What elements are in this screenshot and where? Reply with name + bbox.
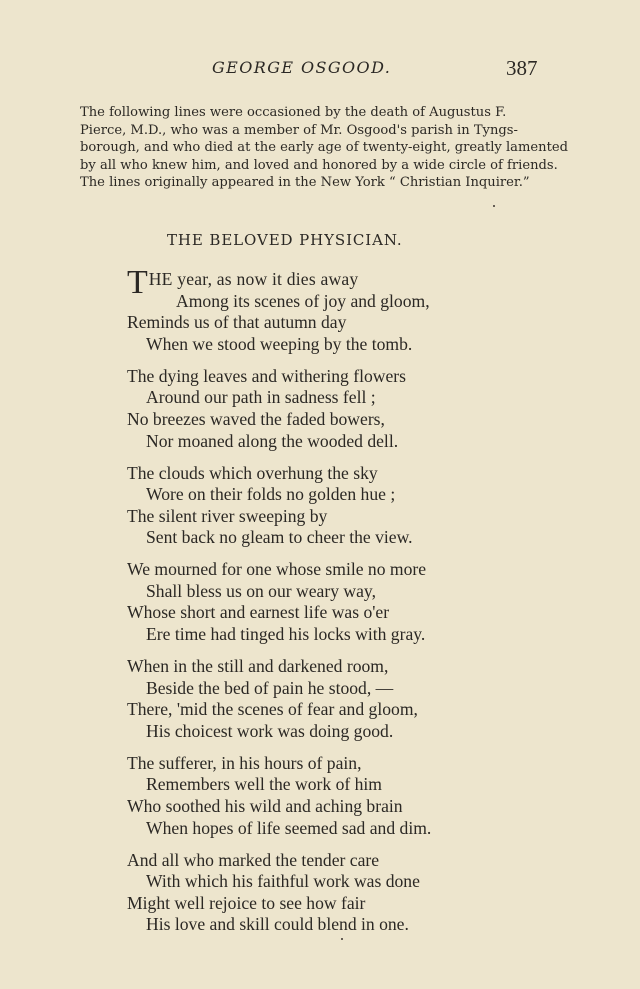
poem-line: Might well rejoice to see how fair <box>127 892 366 913</box>
poem-line: The dying leaves and withering flowers <box>127 365 406 386</box>
stanza <box>127 463 527 549</box>
intro-line: Pierce, M.D., who was a member of Mr. Osgood's parish in Tyngs- <box>80 122 518 138</box>
stanza <box>127 753 527 839</box>
poem-line: Beside the bed of pain he stood, — <box>146 677 394 698</box>
poem-title: THE BELOVED PHYSICIAN. <box>167 231 403 249</box>
poem-line: Ere time had tinged his locks with gray. <box>146 624 426 645</box>
poem <box>127 264 527 946</box>
print-speck <box>493 205 495 207</box>
running-title: GEORGE OSGOOD. <box>212 58 392 77</box>
stanza <box>127 850 527 936</box>
poem-line: There, 'mid the scenes of fear and gloom, <box>127 699 418 720</box>
poem-line: Wore on their folds no golden hue ; <box>146 484 396 505</box>
poem-line: Remembers well the work of him <box>146 774 382 795</box>
intro-line: The following lines were occasioned by the death of Augustus F. <box>80 105 507 120</box>
poem-line: Whose short and earnest life was o'er <box>127 602 390 623</box>
poem-line: Among its scenes of joy and gloom, <box>176 290 430 311</box>
poem-line: And all who marked the tender care <box>127 849 380 870</box>
intro-paragraph <box>80 104 568 192</box>
stanza <box>127 264 527 355</box>
poem-line: Around our path in sadness fell ; <box>146 387 376 408</box>
stanza <box>127 366 527 452</box>
first-line-text: HE year, as now it dies away <box>148 269 359 289</box>
poem-line: No breezes waved the faded bowers, <box>127 408 385 429</box>
poem-line: The sufferer, in his hours of pain, <box>127 752 362 773</box>
poem-line: When in the still and darkened room, <box>127 656 389 677</box>
intro-line: The lines originally appeared in the New York “ Christian Inquirer.” <box>80 175 530 191</box>
poem-line: Who soothed his wild and aching brain <box>127 796 403 817</box>
poem-line: When hopes of life seemed sad and dim. <box>146 817 432 838</box>
poem-line: When we stood weeping by the tomb. <box>146 333 413 354</box>
poem-line: The clouds which overhung the sky <box>127 462 378 483</box>
print-speck <box>341 938 343 940</box>
poem-line: Reminds us of that autumn day <box>127 312 347 333</box>
poem-line: Nor moaned along the wooded dell. <box>146 430 399 451</box>
poem-line: The silent river sweeping by <box>127 505 328 526</box>
stanza <box>127 656 527 742</box>
page-number: 387 <box>506 56 538 80</box>
running-head <box>0 58 640 82</box>
poem-line: With which his faithful work was done <box>146 871 420 892</box>
intro-line: by all who knew him, and loved and honored by a wide circle of friends. <box>80 157 558 173</box>
drop-cap: T <box>127 264 148 301</box>
poem-line: Sent back no gleam to cheer the view. <box>146 527 413 548</box>
poem-line: His choicest work was doing good. <box>146 720 394 741</box>
poem-line: We mourned for one whose smile no more <box>127 559 427 580</box>
poem-line: Shall bless us on our weary way, <box>146 580 376 601</box>
stanza <box>127 559 527 645</box>
poem-line: His love and skill could blend in one. <box>146 914 409 935</box>
intro-line: borough, and who died at the early age of twenty-eight, greatly lamented <box>80 140 568 156</box>
